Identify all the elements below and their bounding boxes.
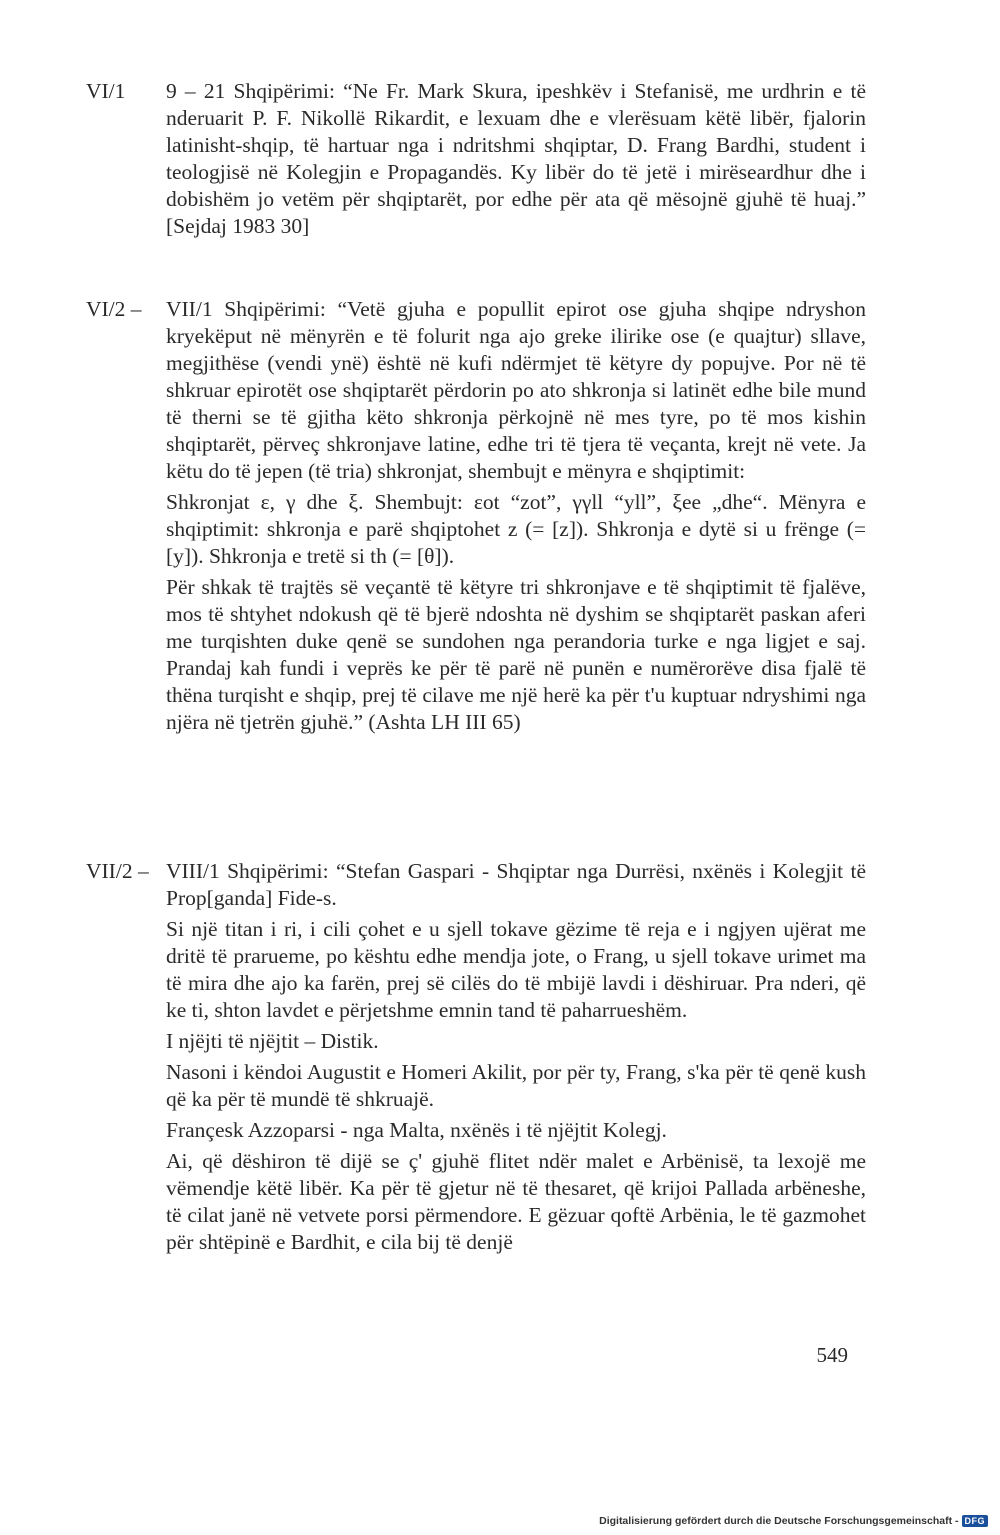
paragraph: Shkronjat ε, γ dhe ξ. Shembujt: εot “zot”, γγll “yll”, ξee „dhe“. Mënyra e shqiptimit: shkronja e parë shqiptohet z (= [z]). Shkronja e dytë si u frënge (= [y]). Shkronja e tretë si th (= [θ]). [166,490,866,568]
entry-vi-1 [86,78,866,244]
paragraph: VII/1 Shqipërimi: “Vetë gjuha e popullit epirot ose gjuha shqipe ndryshon kryekëput në mënyrën e të folurit nga ajo greke ilirike ose (e quajtur) sllave, megjithëse (vendi ynë) është në kufi ndërmjet të këtyre dy popujve. Por në të shkruar epirotët ose shqiptarët përdorin po ato shkronja si latinët edhe bile mund të therni se të gjitha këto shkronja përkojnë në mes tyre, po të mos kishin shqiptarët, përveç shkronjave latine, edhe tri të tjera të veçanta, krejt në vete. Ja këtu do të jepen (të tria) shkronjat, shembujt e mënyra e shqiptimit: [166,297,866,483]
entry-text [166,296,866,736]
digitization-footer [599,1515,988,1527]
paragraph: I njëjti të njëjtit – Distik. [166,1029,379,1053]
entry-text [166,858,866,1256]
footer-text: Digitalisierung gefördert durch die Deutsche Forschungsgemeinschaft - [599,1515,959,1527]
entry-text [166,78,866,240]
entry-vi-2 [86,296,866,740]
paragraph: VIII/1 Shqipërimi: “Stefan Gaspari - Shqiptar nga Durrësi, nxënës i Kolegjit të Prop[ganda] Fide-s. [166,859,866,910]
paragraph: Për shkak të trajtës së veçantë të këtyre tri shkronjave e të shqiptimit të fjalëve, mos të shtyhet ndokush që të bjerë ndoshta në dyshim se shqiptarët paskan aferi me turqishten duke qenë se sundohen nga perandoria turke e nga ligjet e saj. Prandaj kah fundi i veprës ke për të parë në punën e numërorëve disa fjalë të thëna turqisht e shqip, prej të cilave me një herë ka për t'u kuptuar ndryshimi nga njëra në tjetrën gjuhë.” (Ashta LH III 65) [166,575,866,734]
paragraph: 9 – 21 Shqipërimi: “Ne Fr. Mark Skura, ipeshkëv i Stefanisë, me urdhrin e të nderuarit P. F. Nikollë Rikardit, e lexuam dhe e vlerësuam këtë libër, fjalorin latinisht-shqip, të hartuar nga i ndritshmi shqiptar, D. Frang Bardhi, student i teologjisë në Kolegjin e Propagandës. Ky libër do të jetë i mirëseardhur dhe i dobishëm jo vetëm për shqiptarët, por edhe për ata që mësojnë gjuhë të huaj.” [Sejdaj 1983 30] [166,79,866,238]
paragraph: Françesk Azzoparsi - nga Malta, nxënës i të njëjtit Kolegj. [166,1118,667,1142]
paragraph: Ai, që dëshiron të dijë se ç' gjuhë flitet ndër malet e Arbënisë, ta lexojë me vëmendje këtë libër. Ka për të gjetur në të thesaret, që krijoi Pallada arbëneshe, të cilat janë në vetvete porsi përmendore. E gëzuar qoftë Arbënia, le të gazmohet për shtëpinë e Bardhit, e cila bij të denjë [166,1149,866,1254]
paragraph: Si një titan i ri, i cili çohet e u sjell tokave gëzime të reja e i ngjyen ujërat me dritë të prarueme, po kështu edhe mendja jote, o Frang, u sjell tokave urimet ma të mira dhe ajo ka farën, prej së cilës do të mbijë lavdi i dëshiruar. Pra nderi, që ke ti, shton lavdet e përjetshme emnin tand të paharrueshëm. [166,917,866,1022]
dfg-logo-icon: DFG [962,1515,989,1527]
entry-vii-2 [86,858,866,1260]
entry-marker: VI/1 [86,79,126,103]
paragraph: Nasoni i këndoi Augustit e Homeri Akilit, por për ty, Frang, s'ka për të qenë kush që ka për të mundë të shkruajë. [166,1060,866,1111]
entry-marker: VII/2 – [86,859,149,883]
page-number: 549 [816,1343,848,1367]
entry-marker: VI/2 – [86,297,142,321]
